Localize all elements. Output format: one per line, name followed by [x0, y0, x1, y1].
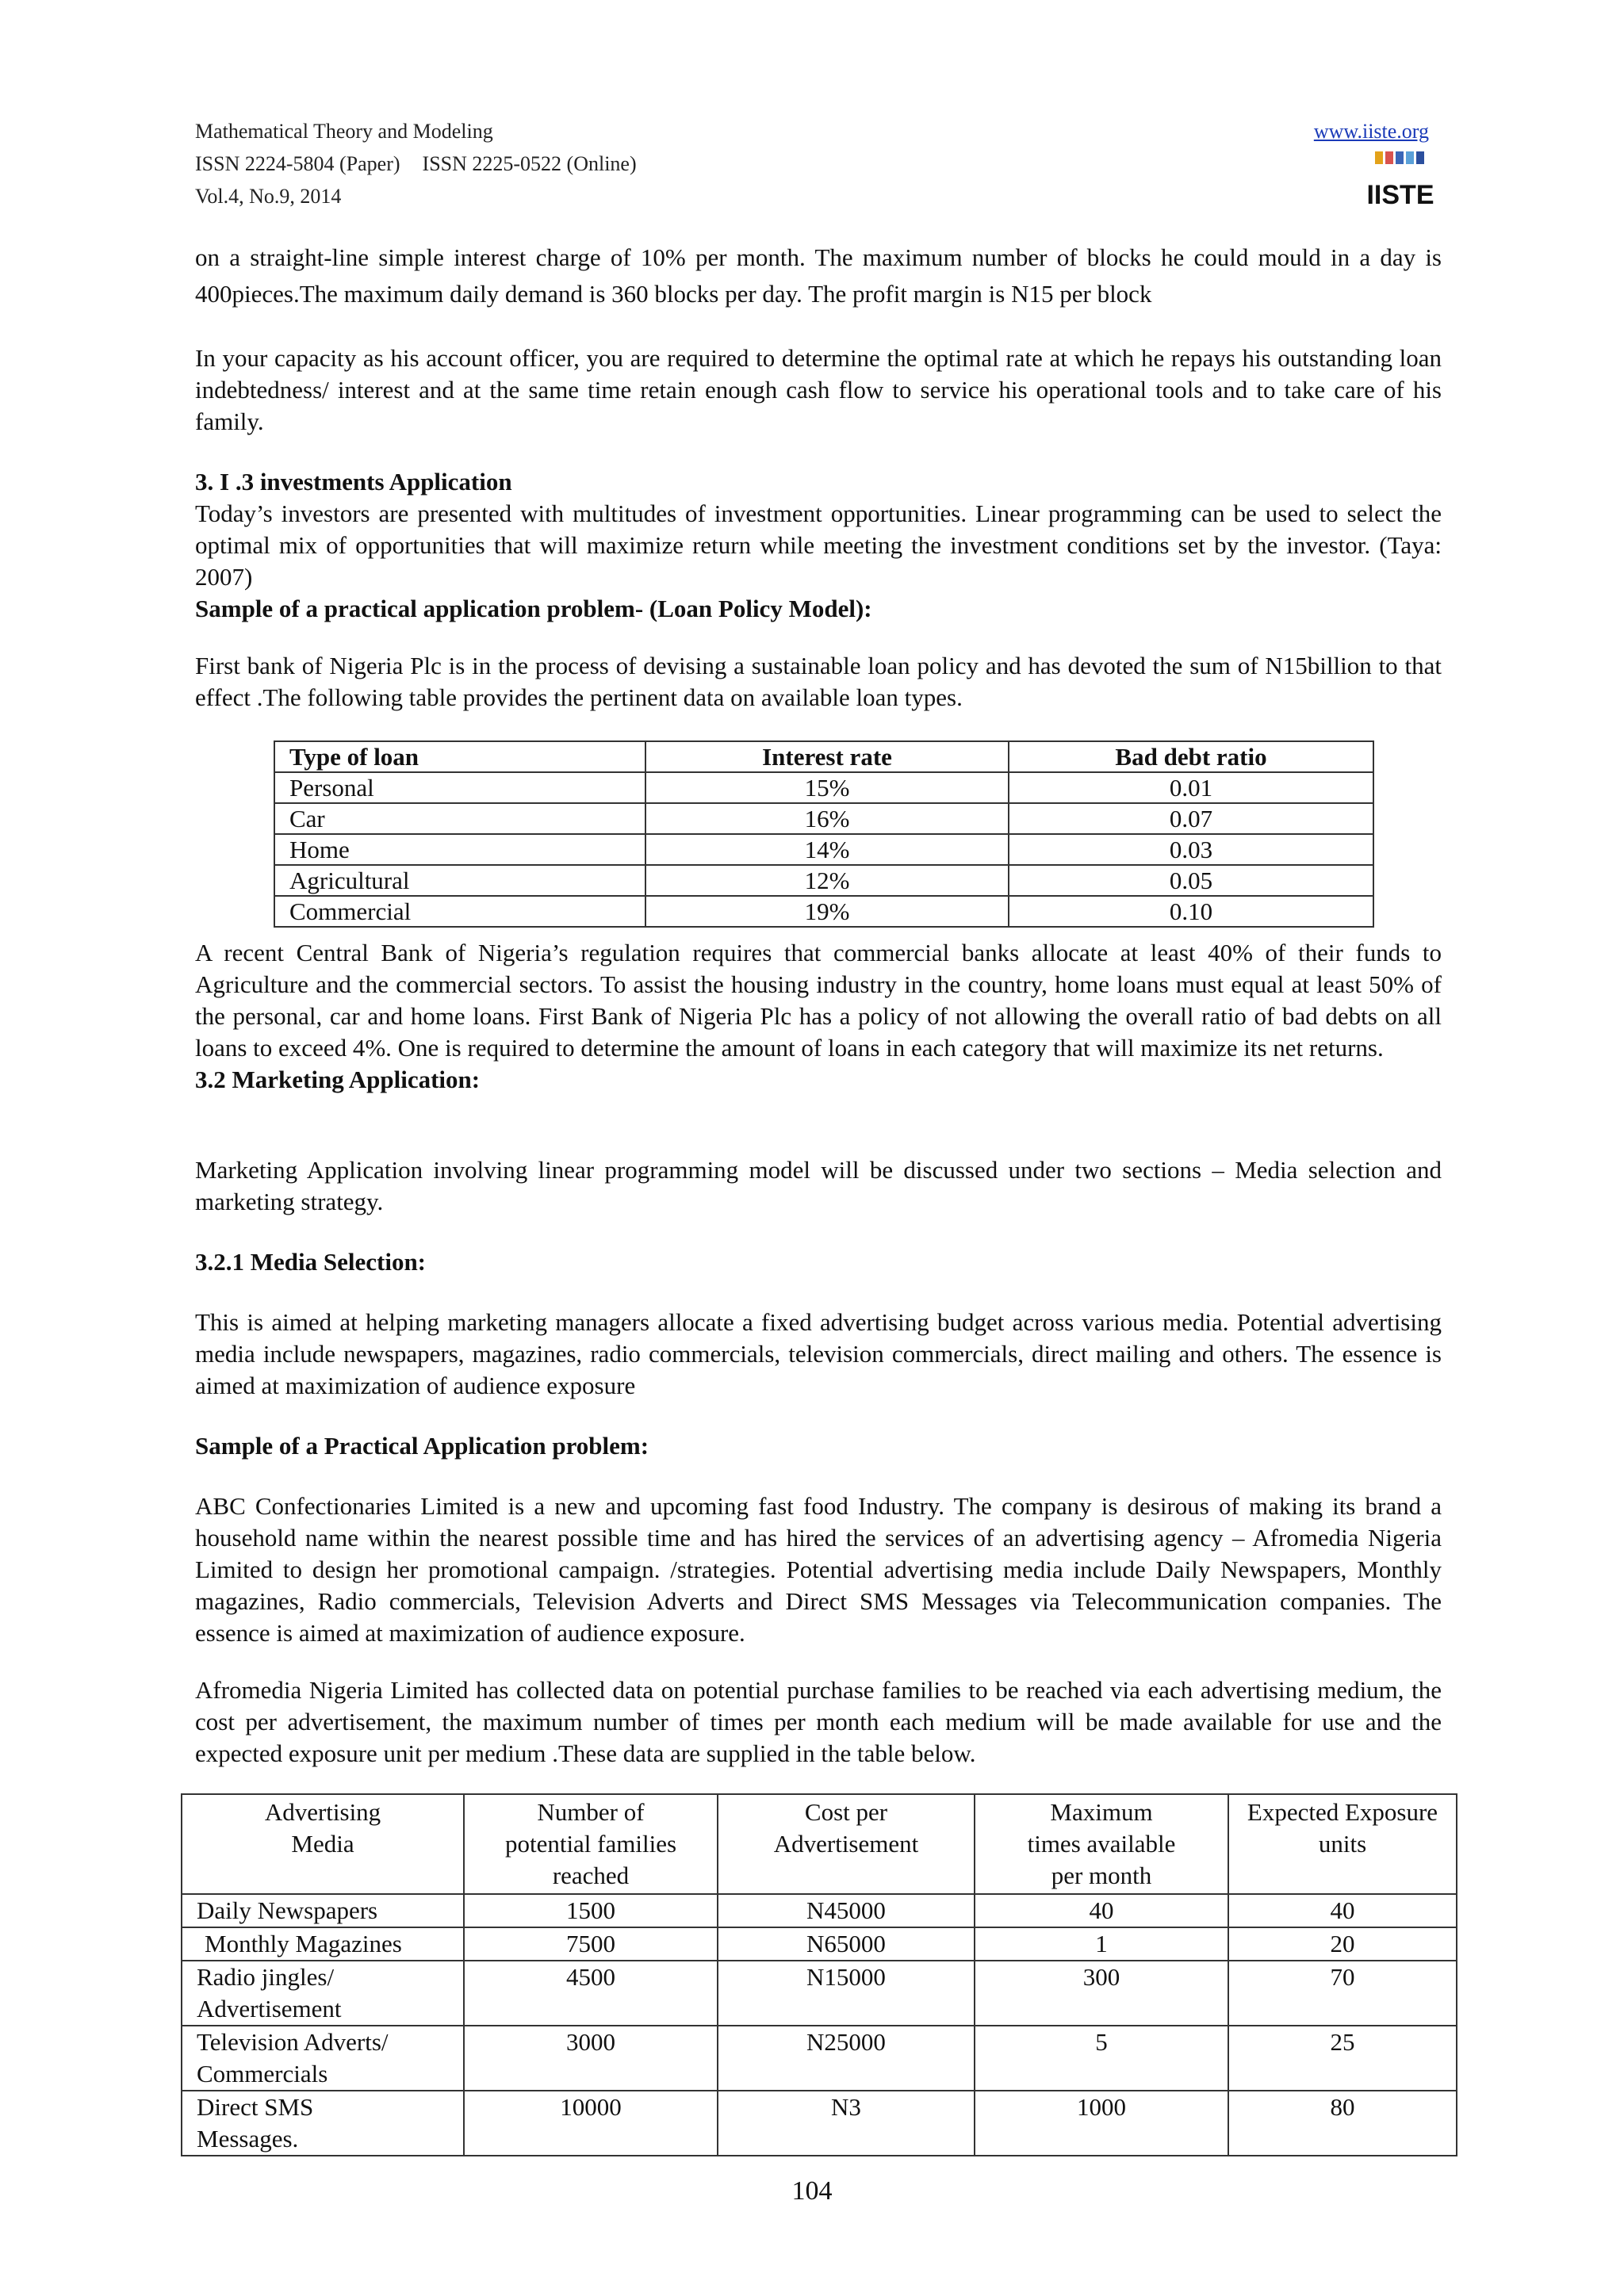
issn-online: ISSN 2225-0522 (Online)	[422, 152, 637, 175]
max-times-cell: 5	[975, 2026, 1228, 2091]
page-header	[195, 115, 1434, 210]
table-row	[182, 1894, 1457, 1927]
table-row	[182, 1961, 1457, 2026]
table-header-row	[274, 741, 1373, 772]
para-investments: Today’s investors are presented with multitudes of investment opportunities. Linear programming can be used to select the optimal mix of opportunities that will maximize return while meeting the investment conditions set by the investor. (Taya: 2007)	[195, 499, 1442, 591]
paragraph-loan-intro	[195, 650, 1442, 714]
families-cell: 4500	[464, 1961, 718, 2026]
table-row	[274, 803, 1373, 834]
col-header-families: Number of potential families reached	[464, 1794, 718, 1894]
journal-title: Mathematical Theory and Modeling	[195, 120, 493, 143]
bad-debt-cell: 0.01	[1009, 772, 1373, 803]
families-cell: 10000	[464, 2091, 718, 2156]
volume-info: Vol.4, No.9, 2014	[195, 185, 342, 208]
cost-cell: N15000	[718, 1961, 975, 2026]
cost-cell: N25000	[718, 2026, 975, 2091]
max-times-cell: 40	[975, 1894, 1228, 1927]
cost-cell: N65000	[718, 1927, 975, 1961]
table-row	[182, 2091, 1457, 2156]
para-loan-intro: First bank of Nigeria Plc is in the process of devising a sustainable loan policy and has devoted the sum of N15billion to that effect .The following table provides the pertinent data on available loan types.	[195, 652, 1442, 711]
table-header-row	[182, 1794, 1457, 1894]
col-header-exposure: Expected Exposure units	[1228, 1794, 1457, 1894]
para-cbn-regulation: A recent Central Bank of Nigeria’s regulation requires that commercial banks allocate at least 40% of their funds to Agriculture and the commercial sectors. To assist the housing industry in the country, home loans must equal at least 50% of the personal, car and home loans. First Bank of Nigeria Plc has a policy of not allowing the overall ratio of bad debts on all loans to exceed 4%. One is required to determine the amount of loans in each category that will maximize its net returns.	[195, 939, 1442, 1062]
logo-text: IISTE	[1366, 180, 1434, 210]
col-header-bad-debt: Bad debt ratio	[1009, 741, 1373, 772]
paragraph-media-selection	[195, 1307, 1442, 1402]
heading-investments-application: 3. I .3 investments Application	[195, 468, 512, 496]
paragraph-abc	[195, 1490, 1442, 1649]
paragraph-continuation	[195, 239, 1442, 312]
media-name-cell: Monthly Magazines	[182, 1927, 464, 1961]
cost-cell: N3	[718, 2091, 975, 2156]
journal-url-link[interactable]: www.iiste.org	[1313, 120, 1429, 143]
paragraph-afromedia	[195, 1674, 1442, 1770]
para-account-officer-text: In your capacity as his account officer, you are required to determine the optimal rate at which he repays his outstanding loan indebtedness/ interest and at the same time retain enough cash flow to service his operational tools and to take care of his family.	[195, 344, 1442, 435]
paragraph-account-officer	[195, 342, 1442, 438]
media-table	[181, 1793, 1457, 2156]
media-name-cell: Television Adverts/ Commercials	[182, 2026, 464, 2091]
bad-debt-cell: 0.10	[1009, 896, 1373, 927]
heading-practical-application: Sample of a Practical Application problem:	[195, 1432, 649, 1460]
table-row	[274, 865, 1373, 896]
para-abc-confectionaries: ABC Confectionaries Limited is a new and upcoming fast food Industry. The company is desirous of making its brand a household name within the nearest possible time and has hired the services of an advertising agency – Afromedia Nigeria Limited to design her promotional campaign. /strategies. Potential advertising media include Daily Newspapers, Monthly magazines, Radio commercials, Television Adverts and Direct SMS Messages via Telecommunication companies. The essence is aimed at maximization of audience exposure.	[195, 1492, 1442, 1647]
para-marketing-application: Marketing Application involving linear programming model will be discussed under two sections – Media selection and marketing strategy.	[195, 1156, 1442, 1215]
col-header-media: Advertising Media	[182, 1794, 464, 1894]
col-header-max-times: Maximum times available per month	[975, 1794, 1228, 1894]
table-row	[274, 834, 1373, 865]
exposure-cell: 70	[1228, 1961, 1457, 2026]
col-header-interest: Interest rate	[645, 741, 1009, 772]
bad-debt-cell: 0.07	[1009, 803, 1373, 834]
exposure-cell: 25	[1228, 2026, 1457, 2091]
media-name-cell: Radio jingles/ Advertisement	[182, 1961, 464, 2026]
max-times-cell: 1000	[975, 2091, 1228, 2156]
practical-heading-block	[195, 1430, 1442, 1462]
table-row	[182, 1927, 1457, 1961]
max-times-cell: 1	[975, 1927, 1228, 1961]
table-row	[274, 772, 1373, 803]
section-3-2-1	[195, 1246, 1442, 1278]
paragraph-marketing	[195, 1154, 1442, 1218]
interest-rate-cell: 15%	[645, 772, 1009, 803]
table-row	[274, 896, 1373, 927]
para-media-selection: This is aimed at helping marketing managers allocate a fixed advertising budget across various media. Potential advertising media include newspapers, magazines, radio commercials, television commercials, direct mailing and others. The essence is aimed at maximization of audience exposure	[195, 1308, 1442, 1399]
iiste-logo	[1366, 150, 1434, 210]
interest-rate-cell: 16%	[645, 803, 1009, 834]
loan-type-cell: Commercial	[274, 896, 645, 927]
journal-info	[195, 115, 637, 212]
media-name-cell: Daily Newspapers	[182, 1894, 464, 1927]
col-header-cost: Cost per Advertisement	[718, 1794, 975, 1894]
interest-rate-cell: 14%	[645, 834, 1009, 865]
exposure-cell: 40	[1228, 1894, 1457, 1927]
para-straight-line: on a straight-line simple interest charge of 10% per month. The maximum number of blocks he could mould in a day is 400pieces.The maximum daily demand is 360 blocks per day. The profit margin is N15 per block	[195, 243, 1442, 308]
max-times-cell: 300	[975, 1961, 1228, 2026]
heading-media-selection: 3.2.1 Media Selection:	[195, 1248, 427, 1276]
section-3-1-3	[195, 466, 1442, 625]
section-loan-constraints	[195, 937, 1442, 1096]
interest-rate-cell: 19%	[645, 896, 1009, 927]
families-cell: 3000	[464, 2026, 718, 2091]
loan-type-cell: Home	[274, 834, 645, 865]
loan-types-table	[274, 740, 1374, 928]
loan-type-cell: Agricultural	[274, 865, 645, 896]
loan-type-cell: Personal	[274, 772, 645, 803]
table-row	[182, 2026, 1457, 2091]
exposure-cell: 20	[1228, 1927, 1457, 1961]
heading-marketing-application: 3.2 Marketing Application:	[195, 1066, 481, 1093]
media-name-cell: Direct SMS Messages.	[182, 2091, 464, 2156]
families-cell: 1500	[464, 1894, 718, 1927]
families-cell: 7500	[464, 1927, 718, 1961]
page-number: 104	[791, 2176, 833, 2206]
para-afromedia: Afromedia Nigeria Limited has collected data on potential purchase families to be reached via each advertising medium, the cost per advertisement, the maximum number of times per month each medium will be made available for use and the expected exposure unit per medium .These data are supplied in the table below.	[195, 1676, 1442, 1767]
heading-loan-policy-model: Sample of a practical application problem- (Loan Policy Model):	[195, 595, 872, 622]
cost-cell: N45000	[718, 1894, 975, 1927]
loan-type-cell: Car	[274, 803, 645, 834]
bad-debt-cell: 0.03	[1009, 834, 1373, 865]
col-header-type: Type of loan	[274, 741, 645, 772]
issn-paper: ISSN 2224-5804 (Paper)	[195, 152, 400, 175]
exposure-cell: 80	[1228, 2091, 1457, 2156]
bad-debt-cell: 0.05	[1009, 865, 1373, 896]
interest-rate-cell: 12%	[645, 865, 1009, 896]
issn-line	[195, 147, 637, 180]
